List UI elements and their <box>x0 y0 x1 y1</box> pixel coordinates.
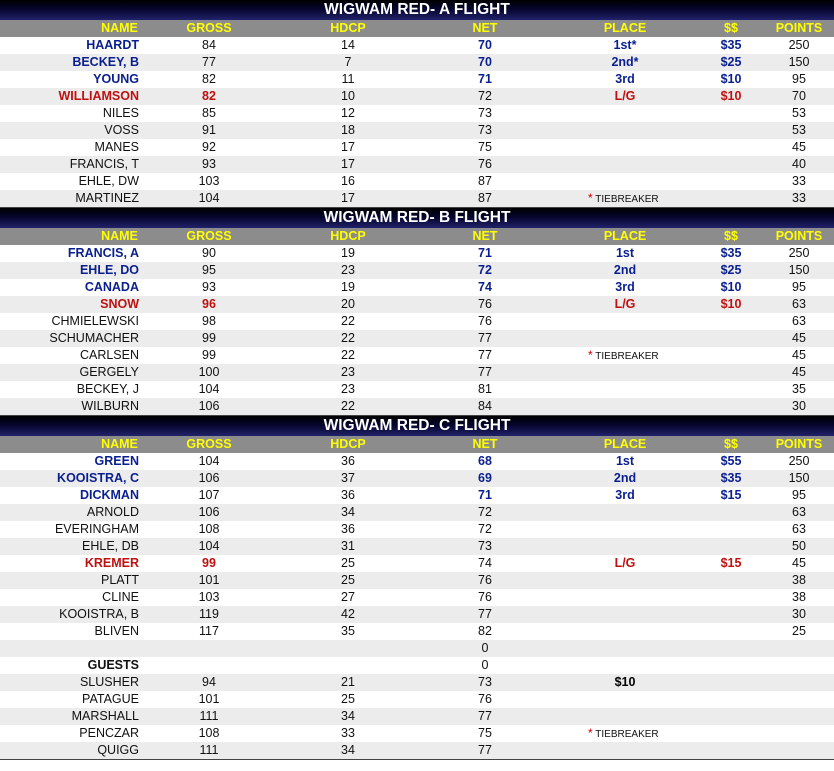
cell-money: $35 <box>720 471 742 485</box>
cell-name: EHLE, DB <box>82 539 139 553</box>
column-header-place: PLACE <box>603 229 647 243</box>
table-row <box>0 88 834 105</box>
cell-name: CANADA <box>84 280 139 294</box>
table-row <box>0 742 834 759</box>
column-header-place: PLACE <box>603 21 647 35</box>
cell-hdcp: 31 <box>341 539 355 553</box>
table-row <box>0 381 834 398</box>
cell-net: 77 <box>478 365 492 379</box>
cell-gross: 95 <box>202 263 216 277</box>
cell-net: 82 <box>478 624 492 638</box>
table-row <box>0 640 834 657</box>
cell-hdcp: 16 <box>341 174 355 188</box>
cell-gross: 108 <box>198 726 220 740</box>
cell-name: MARSHALL <box>71 709 139 723</box>
cell-money: $25 <box>720 55 742 69</box>
cell-hdcp: 42 <box>341 607 355 621</box>
cell-gross: 100 <box>198 365 220 379</box>
tiebreaker-star: * <box>588 726 593 740</box>
cell-gross: 106 <box>198 399 220 413</box>
cell-name: ARNOLD <box>86 505 139 519</box>
cell-gross: 101 <box>198 692 220 706</box>
cell-place: 3rd <box>615 280 635 294</box>
table-row <box>0 623 834 640</box>
column-header-money: $$ <box>724 21 738 35</box>
cell-name: EVERINGHAM <box>54 522 139 536</box>
cell-gross: 106 <box>198 505 220 519</box>
cell-points: 38 <box>792 590 806 604</box>
column-header-hdcp: HDCP <box>330 229 366 243</box>
cell-net: 70 <box>478 38 492 52</box>
cell-net: 74 <box>478 556 492 570</box>
cell-money: $10 <box>720 280 742 294</box>
cell-name: QUIGG <box>97 743 139 757</box>
table-row <box>0 538 834 555</box>
cell-hdcp: 11 <box>341 72 355 86</box>
column-header-row <box>0 436 834 453</box>
cell-gross: 93 <box>202 157 216 171</box>
cell-points: 63 <box>792 522 806 536</box>
cell-net: 0 <box>481 658 489 672</box>
cell-place: 2nd* <box>611 55 639 69</box>
cell-points: 250 <box>788 454 810 468</box>
column-header-net: NET <box>472 21 498 35</box>
cell-net: 87 <box>478 174 492 188</box>
cell-gross: 92 <box>202 140 216 154</box>
table-row <box>0 504 834 521</box>
table-row <box>0 139 834 156</box>
column-header-points: POINTS <box>775 21 823 35</box>
cell-name: HAARDT <box>86 38 139 52</box>
cell-name: GUESTS <box>87 658 139 672</box>
cell-gross: 111 <box>199 709 219 723</box>
flight-section <box>0 0 834 208</box>
column-header-money: $$ <box>724 229 738 243</box>
cell-place: $10 <box>614 675 636 689</box>
cell-net: 71 <box>478 246 492 260</box>
tiebreaker-label: TIEBREAKER <box>595 351 659 362</box>
cell-hdcp: 20 <box>341 297 355 311</box>
cell-gross: 94 <box>202 675 216 689</box>
cell-points: 63 <box>792 505 806 519</box>
cell-gross: 117 <box>199 624 219 638</box>
cell-gross: 91 <box>202 123 216 137</box>
cell-net: 77 <box>478 331 492 345</box>
cell-hdcp: 17 <box>341 191 355 205</box>
table-row <box>0 296 834 313</box>
table-row <box>0 691 834 708</box>
table-row <box>0 725 834 742</box>
cell-name: EHLE, DO <box>79 263 139 277</box>
cell-net: 75 <box>478 726 492 740</box>
cell-name: FRANCIS, A <box>67 246 139 260</box>
cell-points: 250 <box>788 246 810 260</box>
cell-net: 72 <box>478 505 492 519</box>
column-header-row <box>0 20 834 37</box>
cell-points: 150 <box>788 263 810 277</box>
cell-gross: 90 <box>202 246 216 260</box>
table-row <box>0 190 834 207</box>
column-header-gross: GROSS <box>186 229 232 243</box>
column-header-money: $$ <box>724 437 738 451</box>
cell-net: 81 <box>478 382 492 396</box>
cell-hdcp: 36 <box>341 522 355 536</box>
cell-place: 3rd <box>615 488 635 502</box>
cell-hdcp: 22 <box>341 399 355 413</box>
column-header-hdcp: HDCP <box>330 437 366 451</box>
cell-net: 76 <box>478 297 492 311</box>
cell-net: 77 <box>478 607 492 621</box>
cell-gross: 119 <box>199 607 219 621</box>
cell-points: 63 <box>792 314 806 328</box>
cell-place: L/G <box>614 89 636 103</box>
cell-gross: 98 <box>202 314 216 328</box>
cell-name: GREEN <box>94 454 139 468</box>
cell-name: BECKEY, J <box>76 382 139 396</box>
table-row <box>0 156 834 173</box>
cell-money: $10 <box>720 297 742 311</box>
tiebreaker-note <box>588 725 659 743</box>
tiebreaker-note <box>588 190 659 208</box>
cell-hdcp: 18 <box>341 123 355 137</box>
cell-name: SLUSHER <box>79 675 139 689</box>
cell-name: KOOISTRA, B <box>59 607 139 621</box>
flight-title: WIGWAM RED- C FLIGHT <box>0 416 834 436</box>
flight-title: WIGWAM RED- B FLIGHT <box>0 208 834 228</box>
cell-name: BECKEY, B <box>72 55 139 69</box>
table-row <box>0 122 834 139</box>
table-row <box>0 54 834 71</box>
cell-hdcp: 19 <box>341 280 355 294</box>
cell-hdcp: 22 <box>341 314 355 328</box>
cell-points: 150 <box>788 55 810 69</box>
column-header-points: POINTS <box>775 229 823 243</box>
cell-gross: 99 <box>202 348 216 362</box>
table-row <box>0 173 834 190</box>
cell-net: 72 <box>478 522 492 536</box>
cell-net: 84 <box>478 399 492 413</box>
cell-net: 73 <box>478 539 492 553</box>
table-row <box>0 71 834 88</box>
cell-net: 73 <box>478 123 492 137</box>
table-row <box>0 37 834 54</box>
cell-place: 1st <box>615 454 635 468</box>
cell-net: 71 <box>478 488 492 502</box>
cell-net: 70 <box>478 55 492 69</box>
cell-hdcp: 17 <box>341 140 355 154</box>
cell-name: EHLE, DW <box>78 174 139 188</box>
table-row <box>0 555 834 572</box>
table-row <box>0 262 834 279</box>
cell-net: 76 <box>478 573 492 587</box>
column-header-row <box>0 228 834 245</box>
cell-points: 95 <box>792 72 806 86</box>
flight-title: WIGWAM RED- A FLIGHT <box>0 0 834 20</box>
tiebreaker-label: TIEBREAKER <box>595 194 659 205</box>
cell-hdcp: 34 <box>341 743 355 757</box>
cell-net: 77 <box>478 709 492 723</box>
cell-money: $15 <box>720 488 742 502</box>
column-header-hdcp: HDCP <box>330 21 366 35</box>
cell-name: KREMER <box>84 556 139 570</box>
table-row <box>0 347 834 364</box>
column-header-points: POINTS <box>775 437 823 451</box>
tiebreaker-star: * <box>588 348 593 362</box>
table-row <box>0 279 834 296</box>
cell-name: YOUNG <box>93 72 139 86</box>
cell-points: 50 <box>792 539 806 553</box>
cell-name: SNOW <box>100 297 139 311</box>
cell-money: $10 <box>720 89 742 103</box>
cell-name: MARTINEZ <box>75 191 139 205</box>
cell-place: 3rd <box>615 72 635 86</box>
cell-name: KOOISTRA, C <box>57 471 139 485</box>
cell-money: $10 <box>720 72 742 86</box>
table-row <box>0 708 834 725</box>
cell-place: 1st* <box>613 38 637 52</box>
cell-hdcp: 36 <box>341 488 355 502</box>
cell-name: SCHUMACHER <box>49 331 139 345</box>
flight-section <box>0 208 834 416</box>
column-header-gross: GROSS <box>186 21 232 35</box>
cell-hdcp: 25 <box>341 573 355 587</box>
cell-hdcp: 12 <box>341 106 355 120</box>
cell-points: 40 <box>792 157 806 171</box>
cell-name: CHMIELEWSKI <box>51 314 139 328</box>
cell-name: BLIVEN <box>94 624 139 638</box>
cell-points: 45 <box>792 348 806 362</box>
cell-gross: 77 <box>202 55 216 69</box>
table-row <box>0 313 834 330</box>
cell-hdcp: 22 <box>341 331 355 345</box>
table-row <box>0 470 834 487</box>
cell-name: GERGELY <box>79 365 139 379</box>
cell-gross: 93 <box>202 280 216 294</box>
cell-name: PATAGUE <box>82 692 139 706</box>
cell-points: 70 <box>792 89 806 103</box>
cell-money: $35 <box>720 38 742 52</box>
cell-gross: 99 <box>202 556 216 570</box>
cell-net: 75 <box>478 140 492 154</box>
cell-hdcp: 17 <box>341 157 355 171</box>
cell-hdcp: 23 <box>341 365 355 379</box>
cell-gross: 99 <box>202 331 216 345</box>
cell-points: 95 <box>792 280 806 294</box>
cell-points: 53 <box>792 123 806 137</box>
cell-gross: 85 <box>202 106 216 120</box>
table-row <box>0 364 834 381</box>
table-row <box>0 589 834 606</box>
cell-hdcp: 25 <box>341 692 355 706</box>
cell-net: 0 <box>481 641 489 655</box>
cell-hdcp: 19 <box>341 246 355 260</box>
cell-net: 74 <box>478 280 492 294</box>
cell-hdcp: 10 <box>341 89 355 103</box>
column-header-net: NET <box>472 437 498 451</box>
cell-points: 38 <box>792 573 806 587</box>
cell-points: 250 <box>788 38 810 52</box>
cell-net: 76 <box>478 314 492 328</box>
flight-section <box>0 416 834 760</box>
cell-net: 73 <box>478 675 492 689</box>
column-header-gross: GROSS <box>186 437 232 451</box>
cell-net: 87 <box>478 191 492 205</box>
cell-gross: 103 <box>198 174 220 188</box>
cell-name: DICKMAN <box>79 488 139 502</box>
table-row <box>0 330 834 347</box>
cell-gross: 103 <box>198 590 220 604</box>
cell-hdcp: 35 <box>341 624 355 638</box>
tiebreaker-star: * <box>588 191 593 205</box>
cell-points: 95 <box>792 488 806 502</box>
cell-hdcp: 25 <box>341 556 355 570</box>
table-row <box>0 105 834 122</box>
cell-hdcp: 22 <box>341 348 355 362</box>
cell-hdcp: 37 <box>341 471 355 485</box>
cell-net: 76 <box>478 590 492 604</box>
cell-points: 63 <box>792 297 806 311</box>
cell-net: 77 <box>478 743 492 757</box>
cell-gross: 104 <box>198 454 220 468</box>
cell-hdcp: 34 <box>341 505 355 519</box>
cell-net: 72 <box>478 263 492 277</box>
cell-hdcp: 14 <box>341 38 355 52</box>
table-row <box>0 674 834 691</box>
table-row <box>0 245 834 262</box>
cell-gross: 111 <box>199 743 219 757</box>
cell-place: 2nd <box>613 263 637 277</box>
column-header-name: NAME <box>101 229 138 243</box>
cell-points: 30 <box>792 399 806 413</box>
cell-name: WILBURN <box>81 399 139 413</box>
cell-gross: 101 <box>198 573 220 587</box>
cell-points: 33 <box>792 174 806 188</box>
cell-place: 1st <box>615 246 635 260</box>
cell-gross: 104 <box>198 382 220 396</box>
cell-net: 76 <box>478 157 492 171</box>
cell-points: 45 <box>792 331 806 345</box>
cell-gross: 104 <box>198 539 220 553</box>
cell-points: 35 <box>792 382 806 396</box>
cell-points: 150 <box>788 471 810 485</box>
table-row <box>0 521 834 538</box>
tiebreaker-label: TIEBREAKER <box>595 729 659 740</box>
table-row <box>0 453 834 470</box>
cell-points: 45 <box>792 365 806 379</box>
cell-place: 2nd <box>613 471 637 485</box>
cell-hdcp: 23 <box>341 263 355 277</box>
cell-gross: 82 <box>202 89 216 103</box>
tiebreaker-note <box>588 347 659 365</box>
cell-hdcp: 36 <box>341 454 355 468</box>
cell-name: PENCZAR <box>79 726 139 740</box>
cell-name: CLINE <box>102 590 139 604</box>
cell-name: CARLSEN <box>79 348 139 362</box>
cell-money: $35 <box>720 246 742 260</box>
cell-hdcp: 7 <box>344 55 352 69</box>
cell-gross: 104 <box>198 191 220 205</box>
cell-gross: 96 <box>202 297 216 311</box>
column-header-name: NAME <box>101 437 138 451</box>
cell-hdcp: 33 <box>341 726 355 740</box>
table-row <box>0 657 834 674</box>
cell-net: 77 <box>478 348 492 362</box>
cell-gross: 106 <box>198 471 220 485</box>
table-row <box>0 606 834 623</box>
cell-name: FRANCIS, T <box>69 157 139 171</box>
cell-name: WILLIAMSON <box>58 89 139 103</box>
column-header-name: NAME <box>101 21 138 35</box>
cell-place: L/G <box>614 556 636 570</box>
cell-name: VOSS <box>104 123 139 137</box>
cell-money: $15 <box>720 556 742 570</box>
table-row <box>0 572 834 589</box>
cell-name: MANES <box>94 140 139 154</box>
cell-hdcp: 34 <box>341 709 355 723</box>
cell-hdcp: 21 <box>341 675 355 689</box>
cell-points: 25 <box>792 624 806 638</box>
cell-points: 53 <box>792 106 806 120</box>
cell-net: 69 <box>478 471 492 485</box>
cell-net: 73 <box>478 106 492 120</box>
cell-name: NILES <box>102 106 139 120</box>
column-header-net: NET <box>472 229 498 243</box>
cell-gross: 108 <box>198 522 220 536</box>
cell-points: 45 <box>792 140 806 154</box>
table-row <box>0 398 834 415</box>
cell-hdcp: 23 <box>341 382 355 396</box>
cell-money: $55 <box>720 454 742 468</box>
cell-place: L/G <box>614 297 636 311</box>
cell-gross: 107 <box>198 488 220 502</box>
cell-money: $25 <box>720 263 742 277</box>
cell-hdcp: 27 <box>341 590 355 604</box>
cell-gross: 82 <box>202 72 216 86</box>
cell-points: 45 <box>792 556 806 570</box>
column-header-place: PLACE <box>603 437 647 451</box>
table-row <box>0 487 834 504</box>
cell-points: 30 <box>792 607 806 621</box>
cell-net: 71 <box>478 72 492 86</box>
cell-gross: 84 <box>202 38 216 52</box>
cell-net: 76 <box>478 692 492 706</box>
cell-net: 68 <box>478 454 492 468</box>
cell-points: 33 <box>792 191 806 205</box>
cell-net: 72 <box>478 89 492 103</box>
cell-name: PLATT <box>101 573 139 587</box>
